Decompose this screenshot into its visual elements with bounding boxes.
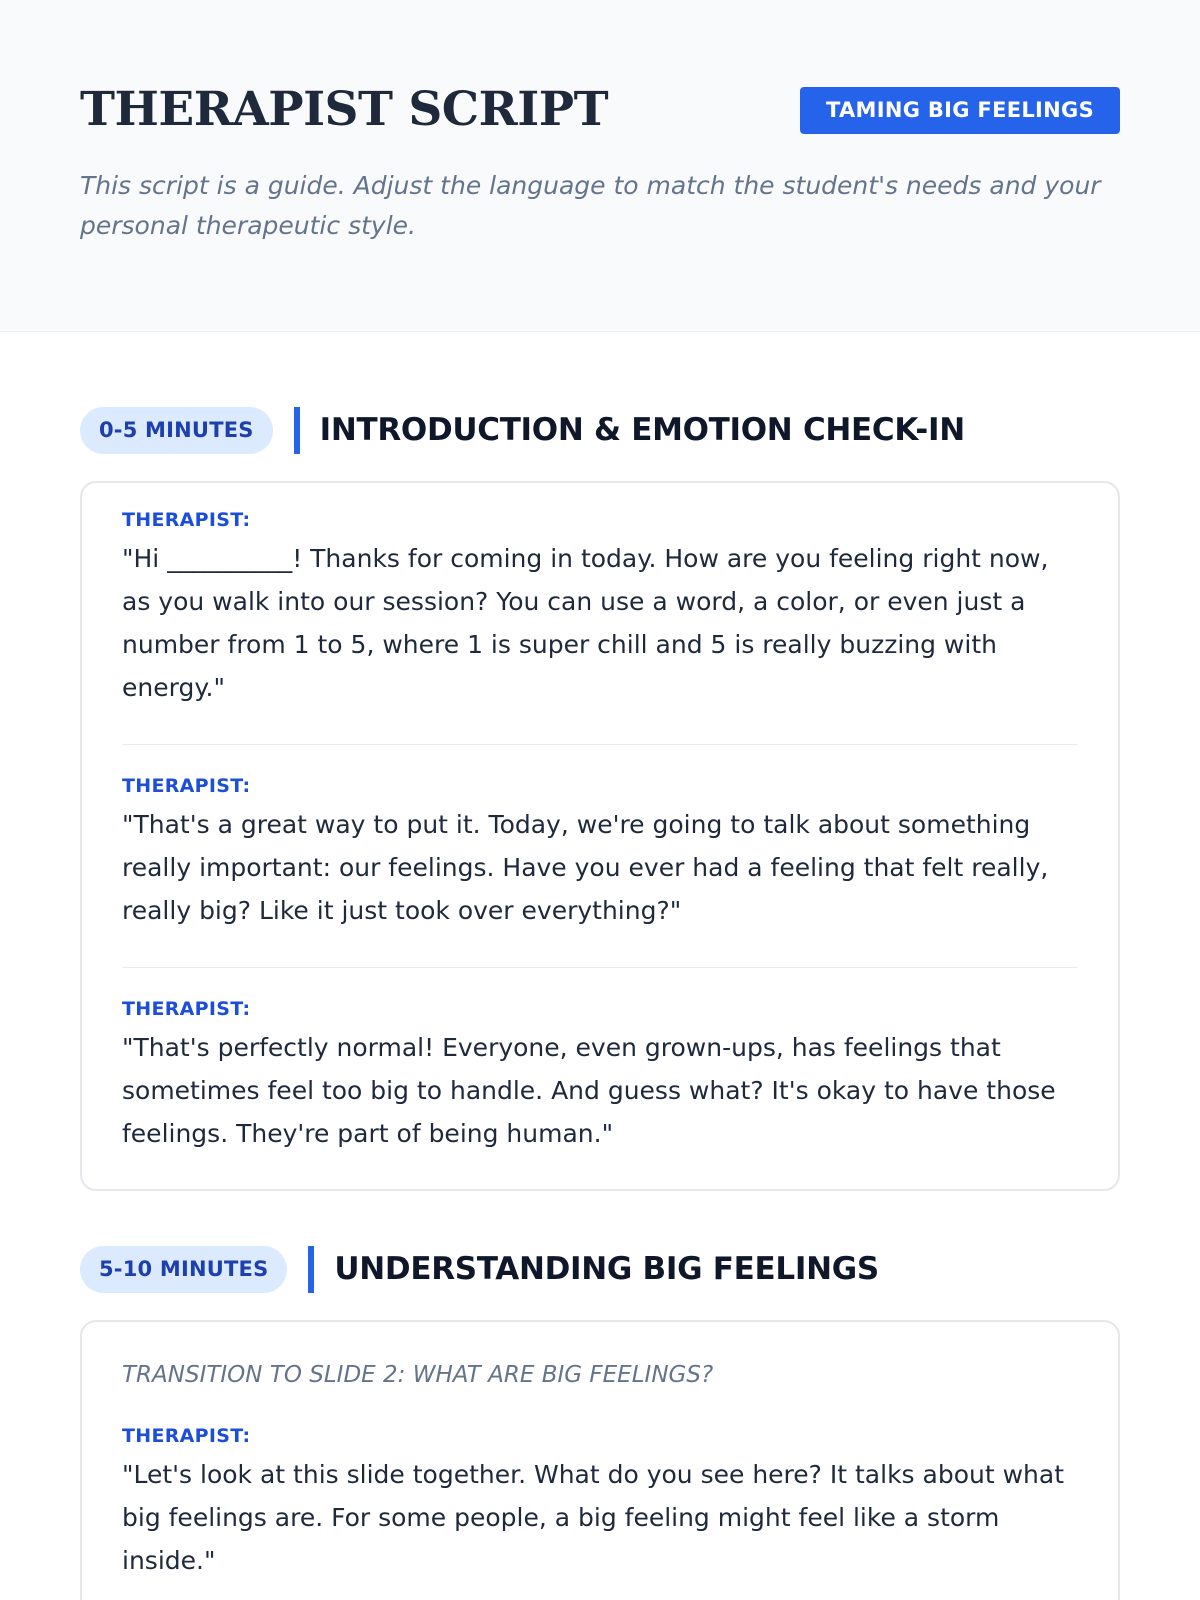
page-subtitle: This script is a guide. Adjust the language to match the student's needs and your personal therapeutic style. (80, 171, 1101, 240)
speaker-label: THERAPIST: (122, 998, 251, 1020)
script-card (80, 1320, 1120, 1600)
script-entry (122, 998, 1078, 1181)
time-badge: 0-5 MINUTES (80, 407, 273, 454)
time-badge: 5-10 MINUTES (80, 1246, 287, 1293)
page-title: THERAPIST SCRIPT (80, 82, 609, 137)
script-entry (122, 1425, 1078, 1600)
script-line: "That's a great way to put it. Today, we're going to talk about something really important: our feelings. Have you ever had a feeling that felt really, really big? Like it just took over everything?" (122, 810, 1049, 925)
script-card (80, 481, 1120, 1191)
transition-note: TRANSITION TO SLIDE 2: WHAT ARE BIG FEELINGS? (122, 1362, 714, 1388)
script-entry (122, 509, 1078, 745)
section-introduction (80, 406, 1120, 1191)
script-line: "Hi __________! Thanks for coming in today. How are you feeling right now, as you walk into our session? You can use a word, a color, or even just a number from 1 to 5, where 1 is super chill and 5 is really buzzing with energy." (122, 544, 1049, 702)
section-header (80, 1245, 1120, 1293)
page-header (0, 0, 1200, 332)
section-title: UNDERSTANDING BIG FEELINGS (334, 1251, 879, 1287)
script-line: "Let's look at this slide together. What do you see here? It talks about what big feelings are. For some people, a big feeling might feel like a storm inside." (122, 1460, 1065, 1575)
script-content (0, 332, 1200, 1600)
script-entry (122, 775, 1078, 968)
speaker-label: THERAPIST: (122, 509, 251, 531)
accent-bar (294, 407, 300, 454)
section-understanding (80, 1245, 1120, 1600)
speaker-label: THERAPIST: (122, 1425, 251, 1447)
section-title: INTRODUCTION & EMOTION CHECK-IN (319, 412, 965, 448)
topic-badge: TAMING BIG FEELINGS (800, 87, 1120, 134)
accent-bar (308, 1246, 314, 1293)
section-header (80, 406, 1120, 454)
script-line: "That's perfectly normal! Everyone, even grown-ups, has feelings that sometimes feel too big to handle. And guess what? It's okay to have those feelings. They're part of being human." (122, 1033, 1056, 1148)
speaker-label: THERAPIST: (122, 775, 251, 797)
